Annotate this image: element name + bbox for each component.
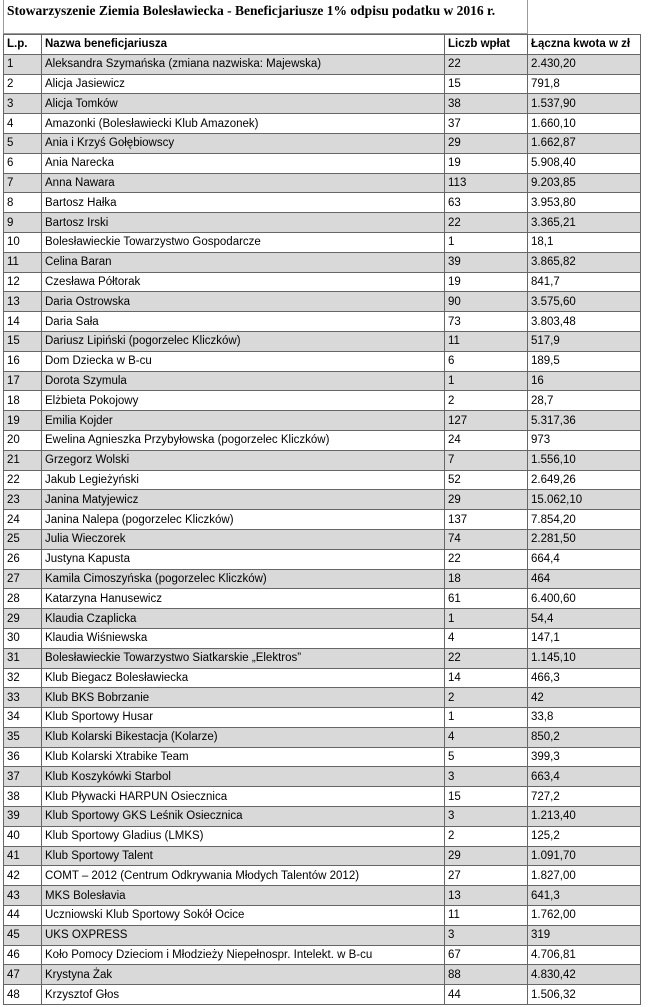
cell-lp: 17 [4,371,42,391]
table-row [4,490,641,510]
cell-name: Ania Narecka [42,153,445,173]
cell-amount: 466,3 [528,668,641,688]
table-row [4,846,641,866]
cell-lp: 45 [4,925,42,945]
table-row [4,925,641,945]
cell-count: 2 [445,826,528,846]
cell-lp: 32 [4,668,42,688]
cell-name: Klub Pływacki HARPUN Osiecznica [42,787,445,807]
cell-name: Jakub Legieżyński [42,470,445,490]
table-row [4,133,641,153]
cell-amount: 2.281,50 [528,529,641,549]
table-row [4,945,641,965]
cell-count: 37 [445,114,528,134]
cell-count: 4 [445,628,528,648]
cell-name: Daria Sała [42,312,445,332]
table-body [4,54,641,1004]
cell-name: Uczniowski Klub Sportowy Sokół Ocice [42,906,445,926]
cell-count: 90 [445,292,528,312]
cell-amount: 125,2 [528,826,641,846]
cell-amount: 1.091,70 [528,846,641,866]
cell-lp: 1 [4,54,42,74]
cell-count: 1 [445,371,528,391]
cell-amount: 9.203,85 [528,173,641,193]
table-row [4,411,641,431]
header-count: Liczb wpłat [445,35,528,55]
cell-amount: 18,1 [528,232,641,252]
cell-count: 1 [445,232,528,252]
cell-name: Klub Sportowy Talent [42,846,445,866]
cell-lp: 10 [4,232,42,252]
table-row [4,767,641,787]
cell-count: 1 [445,609,528,629]
table-row [4,549,641,569]
cell-name: Ania i Krzyś Gołębiowscy [42,133,445,153]
cell-lp: 15 [4,331,42,351]
cell-name: UKS OXPRESS [42,925,445,945]
cell-count: 15 [445,74,528,94]
cell-name: Bartosz Hałka [42,193,445,213]
cell-amount: 517,9 [528,331,641,351]
cell-amount: 1.556,10 [528,450,641,470]
cell-name: Klaudia Wiśniewska [42,628,445,648]
cell-amount: 6.400,60 [528,589,641,609]
cell-amount: 42 [528,688,641,708]
cell-lp: 29 [4,609,42,629]
table-row [4,351,641,371]
cell-count: 88 [445,965,528,985]
table-row [4,965,641,985]
table-row [4,668,641,688]
table-row [4,272,641,292]
cell-name: Daria Ostrowska [42,292,445,312]
cell-amount: 7.854,20 [528,510,641,530]
table-row [4,688,641,708]
table-row [4,826,641,846]
cell-count: 2 [445,391,528,411]
cell-lp: 46 [4,945,42,965]
cell-count: 22 [445,213,528,233]
cell-amount: 5.908,40 [528,153,641,173]
cell-count: 113 [445,173,528,193]
cell-lp: 5 [4,133,42,153]
table-row [4,569,641,589]
cell-count: 24 [445,430,528,450]
cell-name: Bolesławieckie Towarzystwo Siatkarskie „Elektros” [42,648,445,668]
table-row [4,252,641,272]
table-row [4,648,641,668]
cell-amount: 850,2 [528,727,641,747]
cell-count: 3 [445,767,528,787]
table-row [4,193,641,213]
cell-name: COMT – 2012 (Centrum Odkrywania Młodych Talentów 2012) [42,866,445,886]
cell-name: Czesława Półtorak [42,272,445,292]
cell-amount: 1.145,10 [528,648,641,668]
cell-lp: 12 [4,272,42,292]
cell-lp: 30 [4,628,42,648]
cell-name: Krzysztof Głos [42,985,445,1005]
cell-lp: 4 [4,114,42,134]
cell-amount: 973 [528,430,641,450]
cell-amount: 3.865,82 [528,252,641,272]
cell-count: 29 [445,846,528,866]
cell-lp: 26 [4,549,42,569]
cell-amount: 1.762,00 [528,906,641,926]
cell-count: 74 [445,529,528,549]
cell-lp: 7 [4,173,42,193]
table-row [4,727,641,747]
cell-name: Janina Nalepa (pogorzelec Kliczków) [42,510,445,530]
cell-count: 7 [445,450,528,470]
cell-name: Alicja Tomków [42,94,445,114]
cell-lp: 25 [4,529,42,549]
cell-lp: 44 [4,906,42,926]
table-row [4,153,641,173]
cell-name: Bartosz Irski [42,213,445,233]
cell-name: Klub Sportowy Gladius (LMKS) [42,826,445,846]
cell-lp: 42 [4,866,42,886]
cell-count: 4 [445,727,528,747]
cell-name: Janina Matyjewicz [42,490,445,510]
cell-count: 11 [445,906,528,926]
cell-lp: 28 [4,589,42,609]
header-name: Nazwa beneficjariusza [42,35,445,55]
table-row [4,292,641,312]
cell-amount: 1.660,10 [528,114,641,134]
cell-lp: 34 [4,708,42,728]
cell-amount: 464 [528,569,641,589]
table-row [4,173,641,193]
cell-count: 137 [445,510,528,530]
cell-name: MKS Bolesłavia [42,886,445,906]
cell-count: 38 [445,94,528,114]
table-row [4,787,641,807]
cell-name: Alicja Jasiewicz [42,74,445,94]
beneficiaries-table [3,34,641,1005]
table-row [4,213,641,233]
cell-count: 27 [445,866,528,886]
cell-name: Klub Sportowy GKS Leśnik Osiecznica [42,807,445,827]
cell-amount: 664,4 [528,549,641,569]
header-amount: Łączna kwota w zł [528,35,641,55]
table-row [4,232,641,252]
cell-amount: 399,3 [528,747,641,767]
cell-name: Klub Biegacz Bolesławiecka [42,668,445,688]
cell-count: 29 [445,133,528,153]
cell-lp: 3 [4,94,42,114]
cell-count: 22 [445,648,528,668]
cell-count: 67 [445,945,528,965]
cell-amount: 4.830,42 [528,965,641,985]
cell-lp: 20 [4,430,42,450]
cell-count: 29 [445,490,528,510]
cell-lp: 27 [4,569,42,589]
cell-amount: 5.317,36 [528,411,641,431]
cell-lp: 9 [4,213,42,233]
page-title: Stowarzyszenie Ziemia Bolesławiecka - Beneficjariusze 1% odpisu podatku w 2016 r. [3,0,528,34]
cell-count: 61 [445,589,528,609]
cell-count: 1 [445,708,528,728]
cell-count: 52 [445,470,528,490]
table-row [4,54,641,74]
cell-name: Klaudia Czaplicka [42,609,445,629]
cell-count: 22 [445,549,528,569]
cell-amount: 54,4 [528,609,641,629]
cell-amount: 189,5 [528,351,641,371]
header-lp: L.p. [4,35,42,55]
cell-name: Klub Kolarski Bikestacja (Kolarze) [42,727,445,747]
cell-name: Kamila Cimoszyńska (pogorzelec Kliczków) [42,569,445,589]
cell-amount: 1.213,40 [528,807,641,827]
cell-amount: 1.827,00 [528,866,641,886]
cell-amount: 1.506,32 [528,985,641,1005]
table-row [4,470,641,490]
table-header-row [4,35,641,55]
cell-count: 6 [445,351,528,371]
cell-lp: 14 [4,312,42,332]
cell-lp: 2 [4,74,42,94]
cell-name: Emilia Kojder [42,411,445,431]
cell-amount: 4.706,81 [528,945,641,965]
cell-lp: 35 [4,727,42,747]
cell-amount: 1.662,87 [528,133,641,153]
table-row [4,708,641,728]
cell-count: 3 [445,925,528,945]
cell-count: 73 [445,312,528,332]
cell-lp: 33 [4,688,42,708]
table-row [4,114,641,134]
cell-amount: 3.575,60 [528,292,641,312]
cell-amount: 641,3 [528,886,641,906]
cell-lp: 47 [4,965,42,985]
cell-amount: 791,8 [528,74,641,94]
cell-name: Aleksandra Szymańska (zmiana nazwiska: Majewska) [42,54,445,74]
table-row [4,529,641,549]
cell-name: Klub BKS Bobrzanie [42,688,445,708]
table-row [4,430,641,450]
cell-name: Krystyna Żak [42,965,445,985]
cell-name: Anna Nawara [42,173,445,193]
cell-lp: 24 [4,510,42,530]
cell-name: Justyna Kapusta [42,549,445,569]
cell-amount: 15.062,10 [528,490,641,510]
cell-lp: 38 [4,787,42,807]
cell-lp: 19 [4,411,42,431]
table-row [4,510,641,530]
cell-lp: 21 [4,450,42,470]
cell-name: Dorota Szymula [42,371,445,391]
cell-count: 19 [445,153,528,173]
cell-count: 18 [445,569,528,589]
cell-name: Grzegorz Wolski [42,450,445,470]
cell-name: Amazonki (Bolesławiecki Klub Amazonek) [42,114,445,134]
cell-lp: 43 [4,886,42,906]
cell-name: Katarzyna Hanusewicz [42,589,445,609]
table-row [4,985,641,1005]
cell-name: Dom Dziecka w B-cu [42,351,445,371]
table-row [4,450,641,470]
cell-count: 14 [445,668,528,688]
cell-amount: 3.953,80 [528,193,641,213]
cell-name: Klub Sportowy Husar [42,708,445,728]
table-row [4,331,641,351]
cell-lp: 8 [4,193,42,213]
cell-count: 22 [445,54,528,74]
table-row [4,391,641,411]
cell-name: Julia Wieczorek [42,529,445,549]
table-row [4,906,641,926]
cell-lp: 23 [4,490,42,510]
cell-lp: 37 [4,767,42,787]
table-row [4,371,641,391]
cell-amount: 663,4 [528,767,641,787]
cell-count: 11 [445,331,528,351]
cell-lp: 31 [4,648,42,668]
cell-count: 127 [445,411,528,431]
cell-amount: 2.430,20 [528,54,641,74]
cell-amount: 727,2 [528,787,641,807]
table-row [4,609,641,629]
table-row [4,747,641,767]
table-row [4,807,641,827]
cell-count: 13 [445,886,528,906]
table-row [4,589,641,609]
cell-lp: 48 [4,985,42,1005]
cell-count: 44 [445,985,528,1005]
cell-lp: 18 [4,391,42,411]
cell-name: Klub Kolarski Xtrabike Team [42,747,445,767]
cell-lp: 16 [4,351,42,371]
cell-name: Elżbieta Pokojowy [42,391,445,411]
cell-amount: 16 [528,371,641,391]
cell-name: Bolesławieckie Towarzystwo Gospodarcze [42,232,445,252]
cell-count: 3 [445,807,528,827]
cell-name: Celina Baran [42,252,445,272]
table-row [4,866,641,886]
table-row [4,94,641,114]
cell-name: Dariusz Lipiński (pogorzelec Kliczków) [42,331,445,351]
cell-count: 5 [445,747,528,767]
cell-amount: 33,8 [528,708,641,728]
cell-count: 63 [445,193,528,213]
cell-lp: 41 [4,846,42,866]
cell-count: 19 [445,272,528,292]
cell-amount: 147,1 [528,628,641,648]
cell-lp: 40 [4,826,42,846]
cell-lp: 22 [4,470,42,490]
cell-lp: 13 [4,292,42,312]
cell-count: 15 [445,787,528,807]
cell-count: 2 [445,688,528,708]
cell-amount: 841,7 [528,272,641,292]
table-row [4,628,641,648]
table-row [4,74,641,94]
cell-lp: 6 [4,153,42,173]
cell-name: Klub Koszykówki Starbol [42,767,445,787]
table-row [4,312,641,332]
cell-count: 39 [445,252,528,272]
cell-name: Ewelina Agnieszka Przybyłowska (pogorzelec Kliczków) [42,430,445,450]
cell-amount: 2.649,26 [528,470,641,490]
cell-amount: 1.537,90 [528,94,641,114]
cell-amount: 3.803,48 [528,312,641,332]
cell-name: Koło Pomocy Dzieciom i Młodzieży Niepełnospr. Intelekt. w B-cu [42,945,445,965]
cell-amount: 319 [528,925,641,945]
cell-lp: 11 [4,252,42,272]
cell-lp: 39 [4,807,42,827]
cell-lp: 36 [4,747,42,767]
table-row [4,886,641,906]
cell-amount: 28,7 [528,391,641,411]
cell-amount: 3.365,21 [528,213,641,233]
